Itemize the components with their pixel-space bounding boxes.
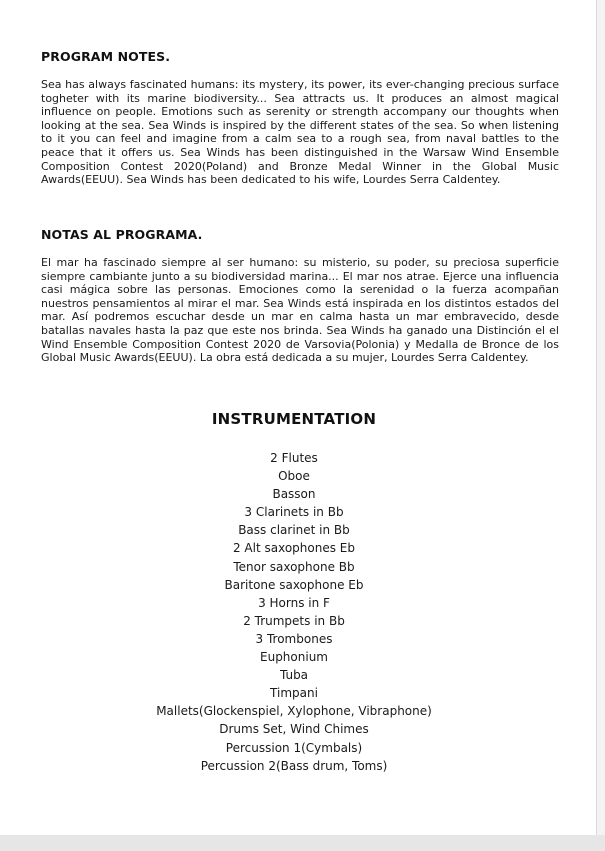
instrument-item: 2 Flutes: [270, 451, 318, 465]
instrument-item: 2 Alt saxophones Eb: [232, 541, 355, 556]
notas-programa-heading: NOTAS AL PROGRAMA.: [41, 227, 203, 242]
instrument-item: Basson: [272, 487, 316, 502]
instrument-item: Drums Set, Wind Chimes: [219, 722, 369, 737]
program-notes-heading: PROGRAM NOTES.: [41, 49, 171, 64]
instrument-item: Baritone saxophone Eb: [224, 577, 364, 592]
page-edge-right: [597, 0, 605, 851]
instrument-item: Bass clarinet in Bb: [238, 523, 350, 538]
instrument-item: 3 Trombones: [255, 631, 333, 646]
instrument-item: 3 Clarinets in Bb: [244, 505, 344, 520]
instrument-item: 2 Trumpets in Bb: [243, 613, 345, 628]
instrument-item: Mallets(Glockenspiel, Xylophone, Vibraphone): [156, 704, 432, 719]
instrument-item: Oboe: [278, 469, 310, 484]
instrument-item: Tuba: [279, 668, 309, 683]
instrument-item: Timpani: [270, 686, 318, 701]
notas-programa-text: El mar ha fascinado siempre al ser humano: su misterio, su poder, su preciosa superficie siempre cambiante junto a su biodiversidad marina... El mar nos atrae. Ejerce una influencia casi mágica sobre las personas. Emociones como la serenidad o la fuerza acompañan nuestros pensamientos al mirar el mar. Sea Winds está inspirada en los distintos estados del mar. Así podremos escuchar desde un mar en calma hasta un mar embravecido, desde batallas navales hasta la paz que este nos brinda. Sea Winds ha ganado una Distinción el el Wind Ensemble Composition Contest 2020 de Varsovia(Polonia) y Medalla de Bronce de los Global Music Awards(EEUU). La obra está dedicada a su mujer, Lourdes Serra Caldentey.: [41, 256, 559, 365]
instrumentation-list: [0, 449, 588, 775]
page-edge-bottom: [0, 835, 605, 851]
instrument-item: Euphonium: [260, 650, 328, 665]
instrument-item: Percussion 2(Bass drum, Toms): [200, 758, 388, 773]
program-notes-text: Sea has always fascinated humans: its mystery, its power, its ever-changing precious surface togheter with its marine biodiversity... Sea attracts us. It produces an almost magical influence on people. Emotions such as serenity or strength accompany our thoughts when looking at the sea. Sea Winds is inspired by the different states of the sea. So when listening to it you can feel and imagine from a calm sea to a rough sea, from naval battles to the peace that it offers us. Sea Winds has been distinguished in the Warsaw Wind Ensemble Composition Contest 2020(Poland) and Bronze Medal Winner in the Global Music Awards(EEUU). Sea Winds has been dedicated to his wife, Lourdes Serra Caldentey.: [41, 78, 559, 187]
instrument-item: Percussion 1(Cymbals): [225, 740, 363, 755]
instrumentation-title: INSTRUMENTATION: [211, 410, 377, 428]
instrument-item: 3 Horns in F: [258, 595, 330, 610]
instrument-item: Tenor saxophone Bb: [233, 559, 355, 574]
